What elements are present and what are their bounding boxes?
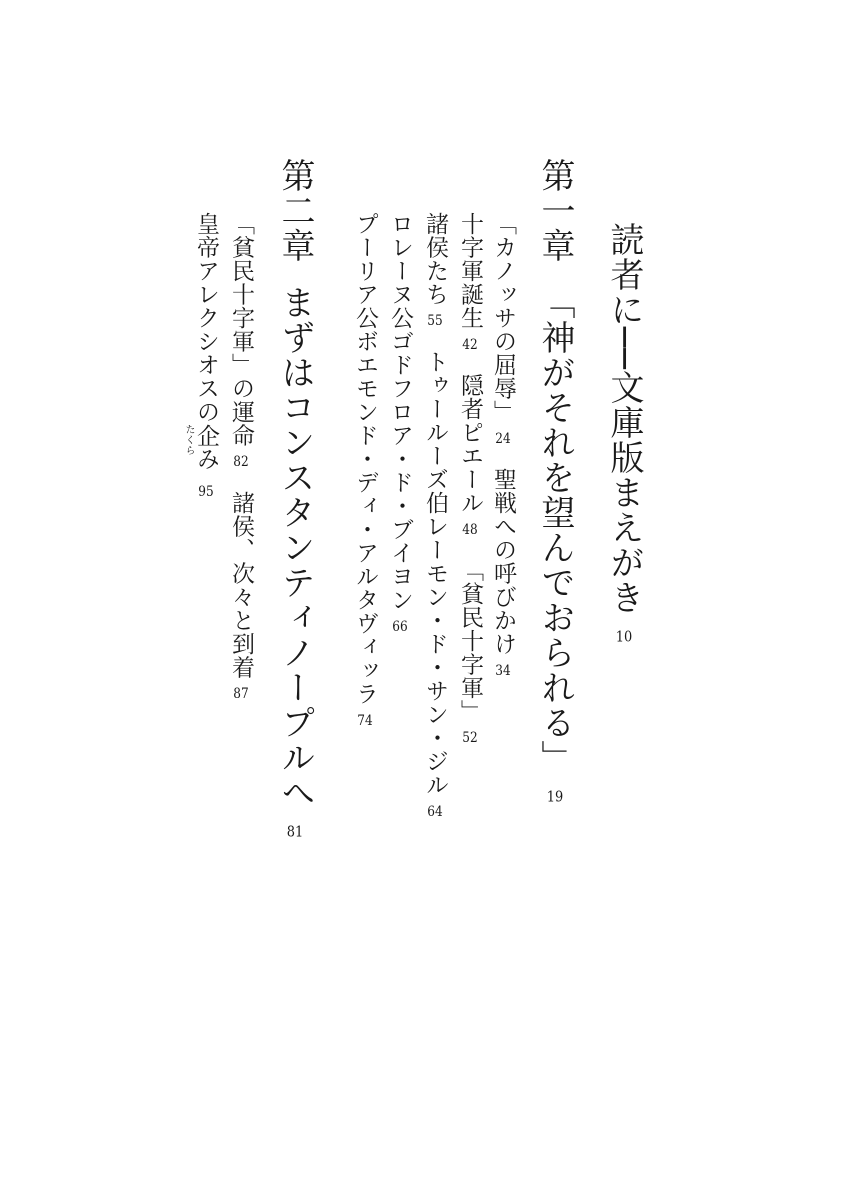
- toc-entry-page: 74: [357, 713, 373, 728]
- preface-title: 読者に──文庫版まえがき: [604, 222, 644, 615]
- chapter2-label: 第二章: [275, 158, 315, 263]
- chapter2-heading: [275, 158, 315, 839]
- toc-entry-page: 66: [392, 619, 408, 634]
- toc-entry: プーリア公ボエモンド・ディ・アルタヴィッラ: [352, 212, 378, 706]
- toc-entry: 諸侯たち: [422, 212, 448, 306]
- toc-entry: 「カノッサの屈辱」: [490, 212, 516, 424]
- chapter1-heading: [535, 158, 575, 804]
- toc-entry: 隠者ピエール: [457, 373, 483, 515]
- toc-entry-page: 82: [233, 455, 249, 469]
- toc-entry-page: 24: [495, 431, 511, 446]
- toc-entry-tail: み: [193, 447, 219, 471]
- chapter1-line-1: [491, 212, 514, 678]
- toc-entry-page: 48: [462, 522, 478, 537]
- preface-page: 10: [615, 628, 633, 644]
- chapter1-line-5: [353, 212, 376, 728]
- toc-entry: 「貧民十字軍」の運命: [228, 212, 254, 447]
- ruby-base: 企: [193, 423, 219, 447]
- toc-entry-page: 95: [198, 484, 214, 499]
- toc-entry-page: 64: [427, 804, 443, 819]
- ruby-reading: たくら: [183, 423, 194, 455]
- preface-heading: [604, 222, 644, 644]
- toc-entry: 聖戦への呼びかけ: [490, 467, 516, 656]
- chapter1-title: 「神がそれを望んでおられる」: [535, 285, 575, 775]
- toc-entry: 諸侯、次々と到着: [228, 491, 254, 679]
- ruby-group: [183, 423, 219, 455]
- toc-entry: トゥールーズ伯レーモン・ド・サン・ジル: [422, 350, 448, 797]
- chapter1-line-2: [458, 212, 481, 745]
- chapter2-line-2: [183, 212, 219, 499]
- toc-entry: 「貧民十字軍」: [457, 558, 483, 723]
- toc-entry: 十字軍誕生: [457, 212, 483, 330]
- toc-entry-page: 55: [427, 314, 443, 328]
- chapter2-page: 81: [286, 824, 304, 839]
- toc-entry-page: 87: [233, 687, 249, 701]
- chapter1-label: 第一章: [535, 158, 575, 263]
- toc-entry: 皇帝アレクシオスの: [193, 212, 219, 424]
- toc-entry-page: 42: [462, 337, 478, 352]
- toc-entry-page: 34: [495, 663, 511, 678]
- chapter1-line-3: [423, 212, 446, 819]
- toc-entry: ロレーヌ公ゴドフロア・ド・ブイヨン: [387, 212, 413, 612]
- chapter1-page: 19: [546, 789, 564, 804]
- chapter1-line-4: [388, 212, 411, 634]
- chapter2-line-1: [229, 212, 252, 701]
- toc-entry-page: 52: [462, 731, 478, 745]
- chapter2-title: まずはコンスタンティノープルへ: [275, 285, 315, 810]
